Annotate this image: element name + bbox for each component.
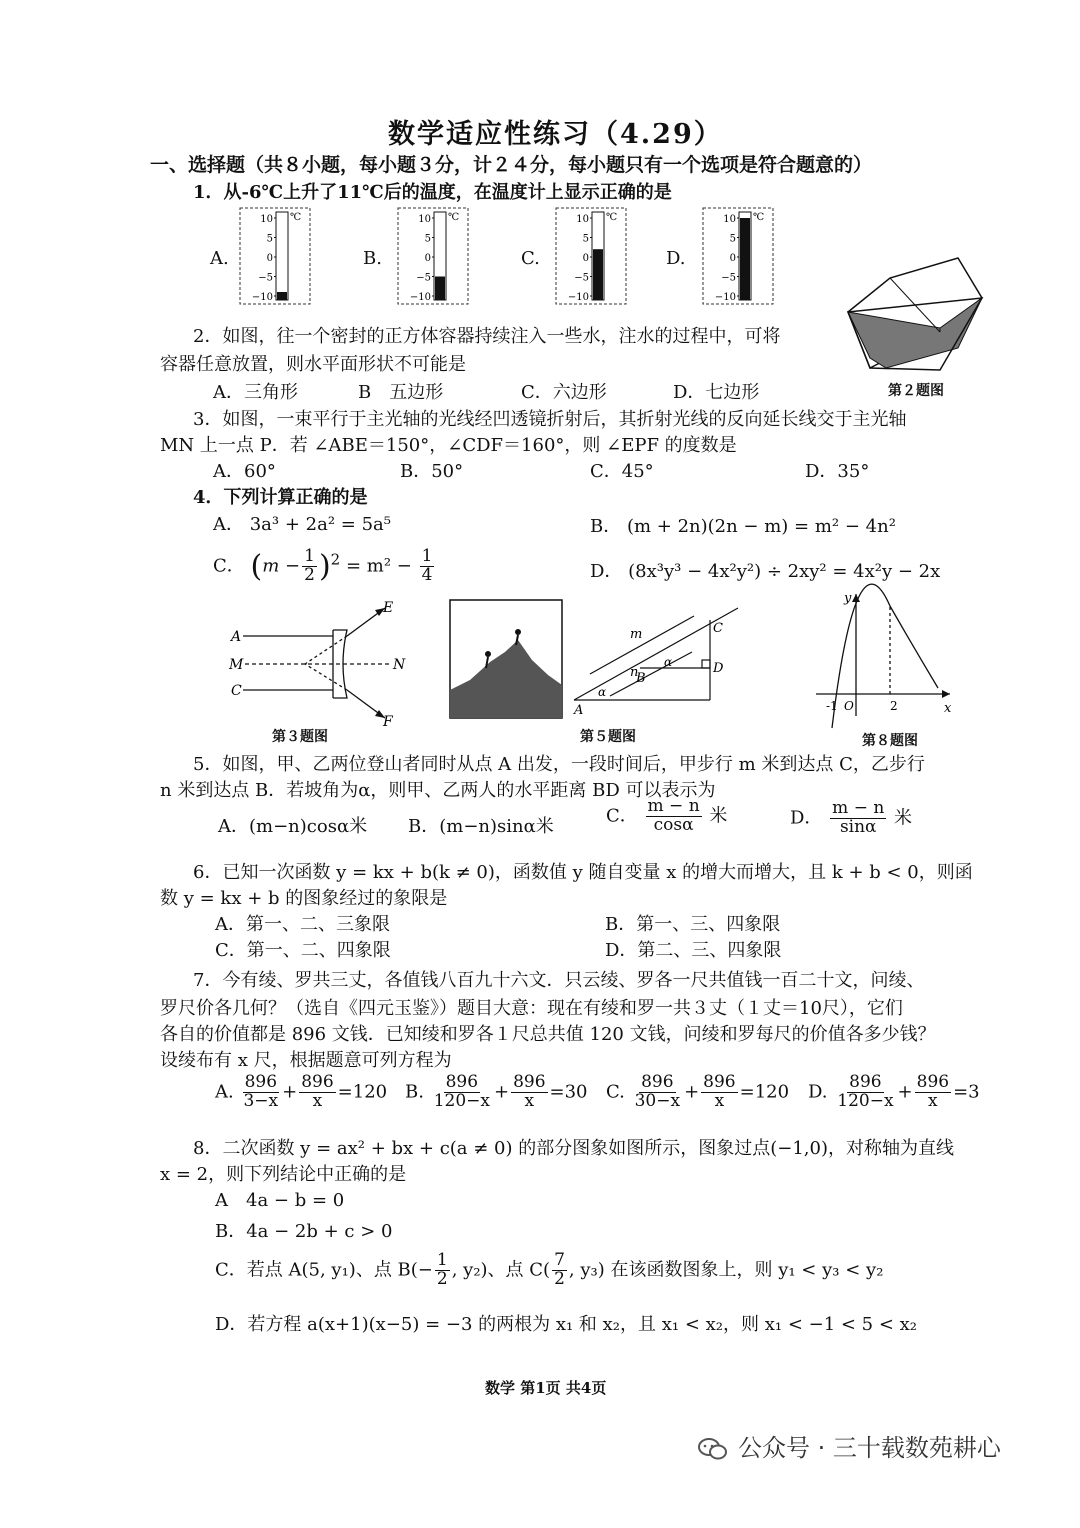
watermark (698, 1428, 1001, 1463)
thermometer-tick-label: −10 (251, 292, 273, 303)
fig3-lens-diagram (225, 598, 415, 730)
question-8-line2: x = 2，则下列结论中正确的是 (160, 1164, 407, 1185)
q7-a-label: A. (215, 1081, 234, 1103)
q7-a-den2: x (312, 1090, 323, 1111)
page-footer: 数学 第1页 共4页 (485, 1379, 607, 1397)
thermometer-tick-label: 5 (424, 233, 431, 245)
question-7-line1: 7．今有绫、罗共三丈，各值钱八百九十六文．只云绫、罗各一尺共值钱一百二十文，问绫、 (193, 970, 925, 991)
thermometer-tick-label: 10 (260, 214, 273, 225)
q7-d-num1: 896 (849, 1072, 882, 1092)
fig5-label-c: C (713, 621, 723, 636)
thermometer-tick-label: 0 (424, 253, 431, 264)
thermometer-tick-label: 5 (582, 233, 589, 245)
q5-d-label: D． (790, 807, 823, 829)
q3-option-c: C．45° (590, 461, 654, 482)
thermometer-tick-label: −10 (714, 292, 736, 303)
fig5-caption: 第５题图 (580, 729, 636, 745)
q6-option-a: A．第一、二、三象限 (215, 914, 390, 935)
fig3-label-c: C (231, 683, 242, 699)
thermometer-tick-label: 10 (418, 214, 431, 225)
q8-c-f1-num: 1 (436, 1250, 448, 1270)
q7-a-rhs: =120 (337, 1081, 388, 1103)
q5-c-label: C． (606, 805, 638, 827)
question-6-line1: 6．已知一次函数 y = kx + b(k ≠ 0)，函数值 y 随自变量 x 的增大而增大，且 k + b < 0，则函 (193, 862, 973, 883)
q2-option-d: D．七边形 (673, 382, 760, 403)
q4-c-rhs: = m² − (345, 555, 412, 577)
q7-d-den1: 120−x (837, 1090, 894, 1111)
q1-label-b: B. (363, 248, 382, 269)
q7-c-num1: 896 (641, 1072, 674, 1092)
fig5-label-m: m (630, 627, 643, 642)
q7-c-rhs: =120 (739, 1081, 790, 1103)
thermometer-tick-label: −5 (721, 272, 736, 284)
q7-b-den2: x (524, 1090, 535, 1111)
q4-option-a: A． 3a³ + 2a² = 5a⁵ (213, 514, 391, 535)
q3-option-d: D．35° (805, 461, 870, 482)
q7-d-den2: x (928, 1090, 938, 1111)
q7-c-num2: 896 (703, 1072, 736, 1092)
q7-a-den1: 3−x (243, 1090, 279, 1111)
q7-option-b: B. $\frac{896}{120-x}$ + $\frac{896}{x}$ =30 (405, 1072, 588, 1111)
q7-b-label: B. (405, 1081, 424, 1103)
q5-c-den: cosα (653, 814, 694, 835)
thermometer-tick-label: 5 (266, 233, 273, 245)
q7-b-rhs: =30 (549, 1081, 588, 1103)
fig5-label-n: n (630, 665, 639, 680)
q8-c-f1-den: 2 (436, 1268, 448, 1289)
fig8-label-origin: O (844, 699, 854, 713)
mountain-climbers-picture (450, 600, 562, 718)
q8-c-f2-den: 2 (554, 1268, 565, 1289)
thermometer-tick-label: 5 (729, 233, 736, 245)
q3-option-b: B．50° (400, 461, 464, 482)
q4-option-d: D． (8x³y³ − 4x²y²) ÷ 2xy² = 4x²y − 2x (590, 561, 941, 582)
q4-option-c: C． (m − $\frac{1}{2}$ )$^2$ = m² − $\frac{1}{4}$ (213, 546, 433, 585)
thermometer-tick-label: 0 (266, 253, 273, 264)
thermometer-mercury (593, 249, 603, 300)
fig2-caption: 第２题图 (888, 383, 944, 399)
question-8-line1: 8．二次函数 y = ax² + bx + c(a ≠ 0) 的部分图象如图所示，图象过点(−1,0)，对称轴为直线 (193, 1138, 954, 1159)
thermometer-tick-label: 0 (729, 253, 736, 264)
q7-a-num1: 896 (244, 1072, 278, 1092)
q5-option-d (790, 800, 912, 837)
q7-b-num2: 896 (513, 1072, 546, 1092)
thermometer-unit: ℃ (753, 212, 765, 223)
q1-label-d: D. (666, 248, 686, 269)
question-7-line2: 罗尺价各几何？（选自《四元玉鉴》）题目大意：现在有绫和罗一共３丈（１丈＝10尺），它们 (160, 998, 903, 1019)
cube-water-figure (840, 250, 990, 380)
q5-option-a: A．(m−n)cosα米 (218, 816, 368, 837)
thermometer-tick-label: 10 (723, 214, 736, 225)
q7-c-den2: x (714, 1090, 725, 1111)
fig3-label-n: N (393, 657, 406, 673)
q5-d-num: m − n (832, 798, 885, 818)
fig8-caption: 第８题图 (862, 733, 918, 749)
question-7-line3: 各自的价值都是 896 文钱．已知绫和罗各１尺总共值 120 文钱，问绫和罗每尺的价值各多少钱？ (160, 1024, 936, 1045)
question-2-line1: 2．如图，往一个密封的正方体容器持续注入一些水，注水的过程中，可将 (193, 326, 781, 347)
q5-d-unit: 米 (894, 807, 913, 829)
question-2-line2: 容器任意放置，则水平面形状不可能是 (160, 354, 466, 375)
q5-d-den: sinα (839, 816, 877, 837)
q5-option-b: B．(m−n)sinα米 (408, 816, 554, 837)
fig3-label-f: F (383, 714, 393, 730)
q6-option-d: D．第二、三、四象限 (605, 940, 782, 961)
q2-option-b: B 五边形 (358, 382, 444, 403)
q5-option-c (606, 798, 727, 835)
q7-c-den1: 30−x (634, 1090, 681, 1111)
wechat-icon (698, 1438, 728, 1460)
q7-d-label: D. (808, 1081, 828, 1103)
q7-a-num2: 896 (301, 1072, 334, 1092)
q1-label-a: A. (210, 248, 229, 269)
fig5-slope-diagram (570, 598, 750, 720)
q8-c-mid: , y₂)、点 C( (451, 1259, 551, 1281)
question-3-line2: MN 上一点 P．若 ∠ABE＝150°，∠CDF＝160°，则 ∠EPF 的度数是 (160, 435, 737, 456)
fig3-label-a: A (231, 629, 242, 645)
thermometer-unit: ℃ (606, 212, 618, 223)
question-1-stem: 1．从-6℃上升了11℃后的温度，在温度计上显示正确的是 (193, 182, 672, 203)
q4-option-b: B． (m + 2n)(2n − m) = m² − 4n² (590, 516, 896, 537)
thermometer-tick-label: 10 (576, 214, 589, 225)
fig5-label-alpha: α (598, 685, 607, 699)
q8-option-d: D．若方程 a(x+1)(x−5) = −3 的两根为 x₁ 和 x₂，且 x₁ < x₂，则 x₁ < −1 < 5 < x₂ (215, 1314, 918, 1335)
question-4-stem: 4．下列计算正确的是 (193, 487, 368, 508)
q7-option-a: A. $\frac{896}{3-x}$ + $\frac{896}{x}$ =120 (215, 1072, 388, 1111)
q5-c-num: m − n (647, 796, 700, 816)
q7-b-num1: 896 (445, 1072, 479, 1092)
thermometer-mercury (740, 218, 750, 300)
q7-option-c: C. $\frac{896}{30-x}$ + $\frac{896}{x}$ =120 (606, 1072, 790, 1111)
q5-c-unit: 米 (709, 805, 728, 827)
thermometer-c (556, 208, 626, 304)
fig8-label-y: y (844, 591, 852, 606)
q8-c-post: , y₃) 在该函数图象上，则 y₁ < y₃ < y₂ (568, 1259, 884, 1281)
section-heading: 一、选择题（共８小题，每小题３分，计２４分，每小题只有一个选项是符合题意的） (150, 154, 873, 176)
thermometer-b (398, 208, 468, 304)
question-3-line1: 3．如图，一束平行于主光轴的光线经凹透镜折射后，其折射光线的反向延长线交于主光轴 (193, 409, 907, 430)
thermometer-mercury (435, 277, 445, 301)
q8-option-a: A 4a − b = 0 (215, 1190, 345, 1211)
thermometer-tick-label: −5 (574, 272, 589, 284)
q7-c-label: C. (606, 1081, 625, 1103)
thermometer-tick-label: 0 (582, 253, 589, 264)
page-title: 数学适应性练习（4.29） (388, 119, 723, 150)
fig3-label-m: M (229, 657, 244, 673)
thermometer-tick-label: −10 (567, 292, 589, 303)
q1-label-c: C. (521, 248, 540, 269)
question-7-line4: 设绫布有 x 尺，根据题意可列方程为 (160, 1050, 452, 1071)
q2-option-a: A．三角形 (213, 382, 298, 403)
thermometer-tick-label: −5 (258, 272, 273, 284)
thermometer-d (703, 208, 773, 304)
thermometer-tick-label: −5 (416, 272, 431, 284)
thermometer-unit: ℃ (448, 212, 460, 223)
q7-option-d: D. $\frac{896}{120-x}$ + $\frac{896}{x}$ =3 (808, 1072, 980, 1111)
q6-option-b: B．第一、三、四象限 (605, 914, 781, 935)
thermometer-tick-label: −10 (409, 292, 431, 303)
q7-d-num2: 896 (916, 1072, 950, 1092)
fig5-label-alpha2: α (664, 655, 673, 669)
q6-option-c: C．第一、二、四象限 (215, 940, 391, 961)
q4-c-label: C． (213, 555, 245, 577)
thermometer-mercury (277, 292, 287, 300)
fig8-label-x: x (944, 701, 952, 716)
q7-b-den1: 120−x (433, 1090, 490, 1111)
fig8-label-minus1: -1 (826, 699, 838, 713)
q8-option-c (215, 1252, 883, 1289)
fig3-label-e: E (383, 600, 394, 616)
question-5-line2: n 米到达点 B．若坡角为α，则甲、乙两人的水平距离 BD 可以表示为 (160, 780, 716, 801)
q2-option-c: C．六边形 (521, 382, 607, 403)
q8-c-f2-num: 7 (554, 1250, 565, 1270)
thermometer-a (240, 208, 310, 304)
fig8-label-2: 2 (890, 699, 898, 713)
thermometer-unit: ℃ (290, 212, 302, 223)
fig5-label-d: D (713, 661, 724, 676)
watermark-text: 公众号 · 三十载数苑耕心 (738, 1434, 1001, 1462)
q3-option-a: A．60° (213, 461, 276, 482)
question-6-line2: 数 y = kx + b 的图象经过的象限是 (160, 888, 448, 909)
q7-d-rhs: =3 (953, 1081, 980, 1103)
q8-c-pre: C．若点 A(5, y₁)、点 B(− (215, 1259, 433, 1281)
fig5-label-a: A (574, 703, 584, 718)
question-5-line1: 5．如图，甲、乙两位登山者同时从点 A 出发，一段时间后，甲步行 m 米到达点 C，乙步行 (193, 754, 925, 775)
fig5-label-b: B (636, 671, 646, 686)
q8-option-b: B．4a − 2b + c > 0 (215, 1221, 393, 1242)
thermometer-tube (276, 212, 288, 300)
fig3-caption: 第３题图 (272, 729, 328, 745)
fig8-parabola-graph (810, 588, 960, 728)
